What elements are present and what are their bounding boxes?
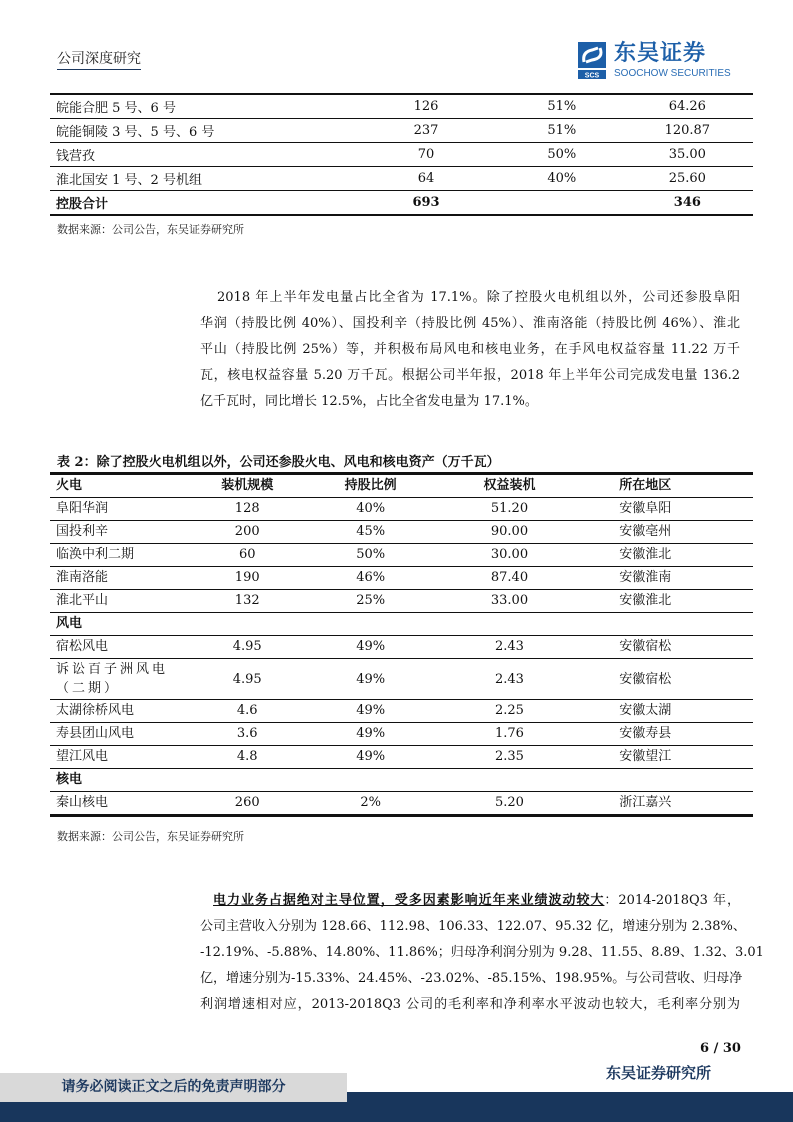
table-cell: 120.87: [622, 119, 753, 143]
asset-name: 寿县团山风电: [50, 723, 193, 746]
table-cell: 40%: [302, 498, 440, 521]
table-cell: 25.60: [622, 167, 753, 191]
table-cell: 49%: [302, 659, 440, 700]
table-cell: 46%: [302, 567, 440, 590]
table-cell: 49%: [302, 723, 440, 746]
table-row: [50, 498, 753, 521]
paragraph-line: 亿，增速分别为-15.33%、24.45%、-23.02%、-85.15%、198.95%。与公司营收、归母净: [200, 971, 743, 986]
table-cell: 237: [350, 119, 502, 143]
table-cell: 50%: [302, 544, 440, 567]
table-cell: 200: [193, 521, 302, 544]
paragraph-line: 公司主营收入分别为 128.66、112.98、106.33、122.07、95.32 亿，增速分别为 2.38%、: [200, 919, 746, 934]
table-cell: 35.00: [622, 143, 753, 167]
section-row-wind: [50, 613, 753, 636]
asset-name: 淮北平山: [50, 590, 193, 613]
table-cell: 4.95: [193, 659, 302, 700]
table-cell: 4.95: [193, 636, 302, 659]
paragraph-line: 华润（持股比例 40%）、国投利辛（持股比例 45%）、淮南洛能（持股比例 46%）、淮北: [200, 316, 740, 331]
table-row: [50, 94, 753, 119]
table-cell: 51%: [502, 94, 622, 119]
total-label: 控股合计: [50, 191, 350, 216]
paragraph-line: 瓦，核电权益容量 5.20 万千瓦。根据公司半年报，2018 年上半年公司完成发电量 136.2: [200, 368, 740, 383]
table-cell: 49%: [302, 636, 440, 659]
table-cell: 2.25: [440, 700, 579, 723]
table-cell: 2%: [302, 792, 440, 816]
table-header-row: [50, 474, 753, 498]
section-label: 核电: [50, 769, 753, 792]
table-cell: 安徽望江: [579, 746, 753, 769]
paragraph-line: 亿千瓦时，同比增长 12.5%，占比全省发电量为 17.1%。: [200, 394, 538, 409]
equity-assets-table: [50, 472, 753, 817]
table-cell: 安徽阜阳: [579, 498, 753, 521]
logo-text-en: SOOCHOW SECURITIES: [614, 68, 731, 79]
table-cell: 30.00: [440, 544, 579, 567]
paragraph-line: 平山（持股比例 25%）等，并积极布局风电和核电业务，在手风电权益容量 11.22 万千: [200, 342, 740, 357]
asset-name: 淮南洛能: [50, 567, 193, 590]
asset-name: 宿松风电: [50, 636, 193, 659]
table-cell: 3.6: [193, 723, 302, 746]
section-row-nuclear: [50, 769, 753, 792]
table-row: [50, 167, 753, 191]
table-cell: 5.20: [440, 792, 579, 816]
table-cell: 安徽太湖: [579, 700, 753, 723]
table-cell: 260: [193, 792, 302, 816]
table-cell: 64.26: [622, 94, 753, 119]
logo-mark-icon: [578, 42, 608, 80]
table-row: [50, 636, 753, 659]
table-cell: 51%: [502, 119, 622, 143]
table-cell: 安徽寿县: [579, 723, 753, 746]
table-row: [50, 746, 753, 769]
asset-name: 太湖徐桥风电: [50, 700, 193, 723]
column-header: 所在地区: [579, 474, 753, 498]
table-cell: 70: [350, 143, 502, 167]
logo-text-cn: 东吴证券: [614, 41, 707, 66]
table-row: [50, 119, 753, 143]
asset-name: 国投利辛: [50, 521, 193, 544]
report-type-title: 公司深度研究: [57, 48, 141, 70]
table-cell: 安徽亳州: [579, 521, 753, 544]
table-cell: 60: [193, 544, 302, 567]
table-cell: 64: [350, 167, 502, 191]
section-label: 风电: [50, 613, 753, 636]
paragraph-heading: 电力业务占据绝对主导位置，受多因素影响近年来业绩波动较大: [213, 893, 605, 908]
plant-name: 皖能铜陵 3 号、5 号、6 号: [50, 119, 350, 143]
table-row: [50, 567, 753, 590]
asset-name: 阜阳华润: [50, 498, 193, 521]
asset-name: 秦山核电: [50, 792, 193, 816]
plant-name: 淮北国安 1 号、2 号机组: [50, 167, 350, 191]
table-cell: 安徽淮北: [579, 590, 753, 613]
holdings-table: [50, 93, 753, 216]
table-cell: 1.76: [440, 723, 579, 746]
table-cell: 132: [193, 590, 302, 613]
table-row: [50, 143, 753, 167]
total-cell: [502, 191, 622, 216]
table2-caption: 表 2：除了控股火电机组以外，公司还参股火电、风电和核电资产（万千瓦）: [57, 455, 500, 470]
table1-source: 数据来源：公司公告，东吴证券研究所: [57, 223, 244, 236]
total-row: [50, 191, 753, 216]
table-cell: 2.35: [440, 746, 579, 769]
column-header: 火电: [50, 474, 193, 498]
table-cell: 浙江嘉兴: [579, 792, 753, 816]
asset-name: 诉讼百子洲风电（二期）: [50, 659, 193, 700]
table-row: [50, 521, 753, 544]
table-cell: 25%: [302, 590, 440, 613]
page-number: 6 / 30: [700, 1041, 741, 1056]
table-cell: 49%: [302, 700, 440, 723]
table-cell: 4.8: [193, 746, 302, 769]
table-cell: 安徽宿松: [579, 659, 753, 700]
table-row: [50, 659, 753, 700]
paragraph-line: 利润增速相对应，2013-2018Q3 公司的毛利率和净利率水平波动也较大，毛利率分别为: [200, 997, 740, 1012]
column-header: 持股比例: [302, 474, 440, 498]
disclaimer-text: 请务必阅读正文之后的免责声明部分: [61, 1079, 286, 1095]
column-header: 装机规模: [193, 474, 302, 498]
table-cell: 4.6: [193, 700, 302, 723]
paragraph-line: -12.19%、-5.88%、14.80%、11.86%；归母净利润分别为 9.28、11.55、8.89、1.32、3.01: [200, 945, 764, 960]
company-logo: [578, 42, 748, 82]
table-cell: 40%: [502, 167, 622, 191]
table-cell: 87.40: [440, 567, 579, 590]
asset-name: 望江风电: [50, 746, 193, 769]
plant-name: 皖能合肥 5 号、6 号: [50, 94, 350, 119]
table-cell: 安徽淮南: [579, 567, 753, 590]
table-cell: 190: [193, 567, 302, 590]
table-cell: 90.00: [440, 521, 579, 544]
table-row: [50, 544, 753, 567]
table-cell: 2.43: [440, 636, 579, 659]
table-cell: 126: [350, 94, 502, 119]
table-row: [50, 700, 753, 723]
table-cell: 安徽宿松: [579, 636, 753, 659]
total-cell: 693: [350, 191, 502, 216]
table-cell: 2.43: [440, 659, 579, 700]
column-header: 权益装机: [440, 474, 579, 498]
svg-text:SCS: SCS: [584, 72, 600, 80]
paragraph-performance: [200, 888, 764, 1018]
paragraph-line: 2018 年上半年发电量占比全省为 17.1%。除了控股火电机组以外，公司还参股阜阳: [217, 290, 740, 305]
table-cell: 49%: [302, 746, 440, 769]
table2-source: 数据来源：公司公告，东吴证券研究所: [57, 830, 244, 843]
asset-name: 临涣中利二期: [50, 544, 193, 567]
plant-name: 钱营孜: [50, 143, 350, 167]
table-cell: 51.20: [440, 498, 579, 521]
total-cell: 346: [622, 191, 753, 216]
table-row: [50, 723, 753, 746]
table-cell: 安徽淮北: [579, 544, 753, 567]
paragraph-generation: [200, 285, 740, 415]
table-cell: 33.00: [440, 590, 579, 613]
table-row: [50, 590, 753, 613]
footer-institute: 东吴证券研究所: [606, 1064, 712, 1082]
table-cell: 50%: [502, 143, 622, 167]
table-cell: 128: [193, 498, 302, 521]
table-row: [50, 792, 753, 816]
table-cell: 45%: [302, 521, 440, 544]
paragraph-heading-rest: ：2014-2018Q3 年，: [604, 893, 740, 908]
